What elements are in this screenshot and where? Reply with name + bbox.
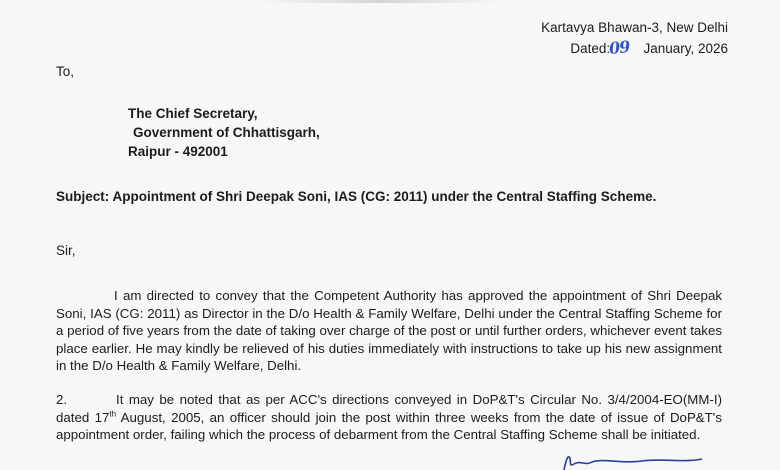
to-line: To,: [56, 64, 75, 79]
sender-place: Kartavya Bhawan-3, New Delhi: [541, 20, 728, 35]
handwritten-day: 09: [608, 36, 631, 59]
letter-date: [570, 38, 728, 57]
addressee-block: [128, 104, 320, 161]
subject-line: Subject: Appointment of Shri Deepak Soni, IAS (CG: 2011) under the Central Staffing Scheme.: [56, 189, 657, 204]
date-month-year: January, 2026: [643, 41, 728, 56]
paragraph-number: 2.: [56, 392, 68, 407]
letterhead-edge: [260, 0, 500, 3]
addressee-line: Government of Chhattisgarh,: [133, 125, 320, 140]
signature-mark: [552, 452, 722, 470]
ordinal-suffix: th: [109, 409, 117, 419]
paragraph-1: I am directed to convey that the Competent Authority has approved the appointment of Shri Deepak Soni, IAS (CG: 2011) as Director in the D/o Health & Family Welfare, Delhi under the Central Staffing Scheme for a period of five years from the date of taking over charge of the post or until further orders, whichever event takes place earlier. He may kindly be relieved of his duties immediately with instructions to take up his new assignment in the D/o Health & Family Welfare, Delhi.: [56, 288, 722, 374]
date-label: Dated:: [570, 41, 611, 56]
salutation: Sir,: [56, 243, 76, 258]
paragraph-2-text-cont: August, 2005, an officer should join the post within three weeks from the date of issue of DoP&T's appointment order, failing which the process of debarment from the Central Staffing Scheme shall be initiated.: [56, 409, 722, 443]
addressee-line: The Chief Secretary,: [128, 106, 258, 121]
paragraph-2-text: It may be noted that as per ACC's directions conveyed in DoP&T's Circular No. 3/4/2004-EO(MM-I) dated 17: [56, 392, 722, 425]
paragraph-2: [56, 391, 722, 444]
addressee-line: Raipur - 492001: [128, 144, 228, 159]
